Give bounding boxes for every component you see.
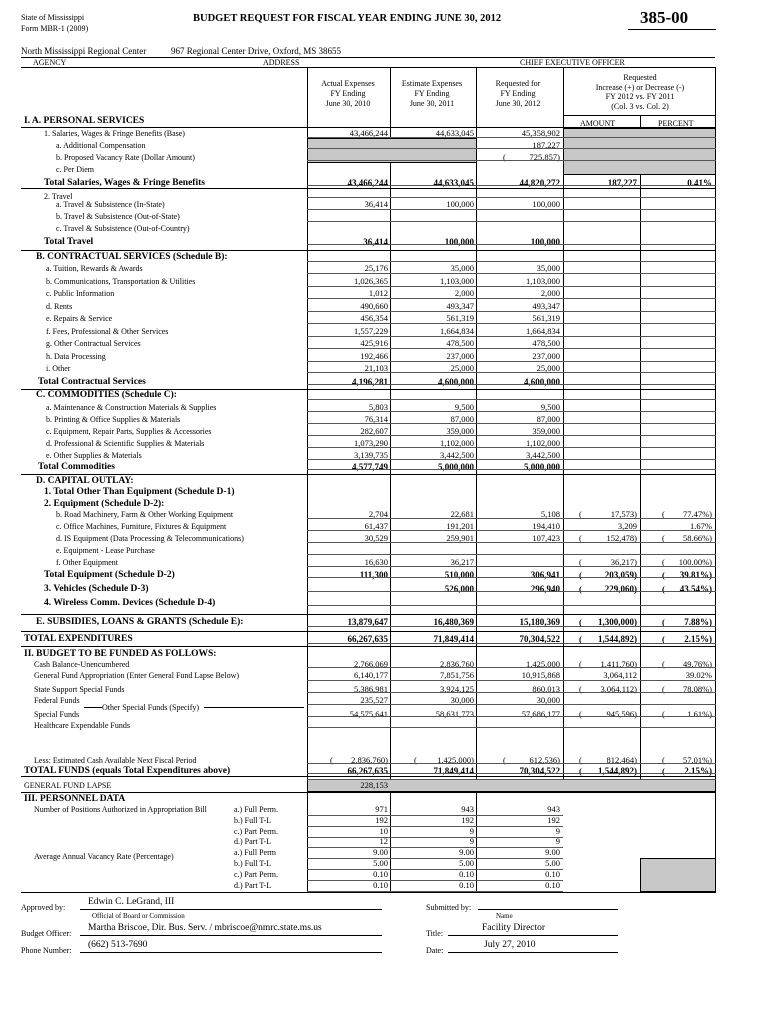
cell-c3: 87,000 <box>536 414 560 424</box>
cell-c3: 30,000 <box>536 695 560 705</box>
personnel-cell-c3: 0.10 <box>545 879 560 890</box>
cell-c1: 2,766,069 <box>354 659 388 669</box>
cell-c1: 36,414 <box>363 237 388 247</box>
row-label: d. IS Equipment (Data Processing & Telecommunications) <box>56 534 244 543</box>
row-label: c. Equipment, Repair Parts, Supplies & Accessories <box>46 427 212 436</box>
cell-amt: 812,464) <box>606 755 637 765</box>
cell-c3: 860,013 <box>532 684 560 694</box>
cell-c2: 259,901 <box>446 533 474 543</box>
cell-c3: 70,304,522 <box>519 766 560 776</box>
cell-c3: 100,000 <box>530 237 560 247</box>
paren-pct: ( <box>662 570 665 580</box>
personnel-cell-c2: 9 <box>469 825 474 836</box>
paren-pct: ( <box>662 659 665 669</box>
row-label: 2. Equipment (Schedule D-2): <box>44 499 165 509</box>
cell-c1: 2,704 <box>368 509 388 519</box>
cell-pct: 77.47%) <box>682 509 712 519</box>
col-estimate-header: Estimate Expenses FY Ending June 30, 2011 <box>401 79 463 108</box>
cell-c3: 107,423 <box>532 533 560 543</box>
cell-pct: 1.67% <box>690 521 712 531</box>
cell-c3: 2,000 <box>540 288 560 298</box>
cell-c1: 13,879,647 <box>347 617 388 627</box>
row-label: E. SUBSIDIES, LOANS & GRANTS (Schedule E): <box>36 617 244 627</box>
personnel-cell-c2: 943 <box>461 804 474 814</box>
row-label: GENERAL FUND LAPSE <box>24 781 112 790</box>
row-label: e. Repairs & Service <box>46 314 113 323</box>
cell-c2: 36,217 <box>450 557 474 567</box>
address-label: ADDRESS <box>263 58 300 67</box>
cell-c1: 66,267,635 <box>347 766 388 776</box>
personnel-sub: a.) Full Perm <box>234 848 276 858</box>
paren-pct: ( <box>662 533 665 543</box>
cell-c1: 3,139,735 <box>354 450 388 460</box>
cell-pct: 57.01%) <box>682 755 712 765</box>
cell-c2: 5,000,000 <box>438 462 474 472</box>
cell-pct: 58.66%) <box>682 533 712 543</box>
cell-c3: 1,102,000 <box>526 438 560 448</box>
personnel-sub: c.) Part Perm. <box>234 826 278 836</box>
personnel-cell-c3: 943 <box>547 804 560 814</box>
row-label: i. Other <box>46 364 71 373</box>
paren-amt: ( <box>579 684 582 694</box>
cell-c3: 35,000 <box>536 263 560 273</box>
shaded-cell-4 <box>640 858 716 892</box>
row-label: a. Tuition, Rewards & Awards <box>46 264 143 273</box>
row-label: 3. Vehicles (Schedule D-3) <box>44 584 149 594</box>
cell-amt: 36,217) <box>610 557 637 567</box>
state-label: State of Mississippi <box>21 13 85 22</box>
row-label: e. Other Supplies & Materials <box>46 451 142 460</box>
personnel-cell-c2: 9 <box>469 836 474 847</box>
personnel-cell-c3: 9 <box>555 825 560 836</box>
cell-c3: 187,227 <box>532 140 560 150</box>
cell-pct: 2.15%) <box>684 634 712 644</box>
cell-c3: 100,000 <box>532 199 560 209</box>
cell-c2: 22,681 <box>450 509 474 519</box>
cell-c2: 478,500 <box>446 338 474 348</box>
cell-c2: 3,924,125 <box>440 684 474 694</box>
row-label: a. Additional Compensation <box>56 141 146 150</box>
cell-amt: 3,064,112) <box>600 684 637 694</box>
cell-amt: 1,544,892) <box>598 766 637 776</box>
cell-c1: 43,466,244 <box>349 128 388 138</box>
cell-pct: 43.54%) <box>679 584 712 594</box>
col-actual-header: Actual Expenses FY Ending June 30, 2010 <box>321 79 375 108</box>
paren-pct: ( <box>662 634 665 644</box>
cell-c1: 1,073,290 <box>354 438 388 448</box>
cell-c3: 45,358,902 <box>521 128 560 138</box>
other-special-funds-label: Other Special Funds (Specify) <box>102 703 200 712</box>
cell-c1: 66,267,635 <box>347 634 388 644</box>
cell-c3: 57,686,177 <box>521 709 560 719</box>
personnel-cell-c3: 0.10 <box>545 868 560 879</box>
row-label: State Support Special Funds <box>34 685 125 694</box>
personnel-cell-c3: 9 <box>555 836 560 847</box>
cell-pct: 2.15%) <box>684 766 712 776</box>
paren-amt: ( <box>579 659 582 669</box>
cell-c3: 5,108 <box>540 509 560 519</box>
form-number: Form MBR-1 (2009) <box>21 24 89 33</box>
personnel-cell-c2: 5.00 <box>459 858 474 868</box>
row-label: c. Travel & Subsistence (Out-of-Country) <box>56 224 190 233</box>
row-label: b. Printing & Office Supplies & Materials <box>46 415 181 424</box>
cell-c2: 4,600,000 <box>438 377 474 387</box>
cell-pct: 7.88%) <box>684 617 712 627</box>
page-title: BUDGET REQUEST FOR FISCAL YEAR ENDING JUNE 30, 2012 <box>193 13 502 24</box>
cell-c1: 6,140,177 <box>354 670 388 680</box>
row-label: b. Road Machinery, Farm & Other Working Equipment <box>56 510 234 519</box>
cell-amt: 1,544,892) <box>598 634 637 644</box>
cell-c1: 4,196,281 <box>352 377 388 387</box>
row-label: General Fund Appropriation (Enter General Fund Lapse Below) <box>34 671 240 680</box>
cell-c1: 228,153 <box>360 780 388 790</box>
phone-number: (662) 513-7690 <box>88 940 148 950</box>
row-label: 1. Total Other Than Equipment (Schedule D-1) <box>44 487 235 497</box>
row-label: d. Rents <box>46 302 73 311</box>
cell-c1: 21,103 <box>364 363 388 373</box>
cell-c3: 1,103,000 <box>526 276 560 286</box>
cell-c3: 1,425,000 <box>526 659 560 669</box>
phone-label: Phone Number: <box>21 946 72 955</box>
cell-amt: 1,300,000) <box>598 617 637 627</box>
row-label: e. Equipment - Lease Purchase <box>56 546 155 555</box>
row-label: Healthcare Expendable Funds <box>34 721 130 730</box>
vacancy-label: Average Annual Vacancy Rate (Percentage) <box>34 852 174 861</box>
paren-amt: ( <box>579 617 582 627</box>
cell-c2: 237,000 <box>446 351 474 361</box>
cell-c2: 1,664,834 <box>440 326 474 336</box>
cell-c1: 192,466 <box>360 351 388 361</box>
cell-c2: 58,631,773 <box>435 709 474 719</box>
row-label: Cash Balance-Unencumbered <box>34 660 130 669</box>
cell-c3: 5,000,000 <box>524 462 560 472</box>
col-change-header: Requested Increase (+) or Decrease (-) FY 2012 vs. FY 2011 (Col. 3 vs. Col. 2) <box>595 73 685 111</box>
personnel-cell-c2: 9.00 <box>459 847 474 858</box>
cell-c1: 36,414 <box>364 199 388 209</box>
col-requested-header: Requested for FY Ending June 30, 2012 <box>495 79 541 108</box>
cell-c1: 5,803 <box>368 402 388 412</box>
approved-sub: Official of Board or Commission <box>92 912 185 920</box>
row-label: I. A. PERSONAL SERVICES <box>24 116 145 126</box>
row-label: 2. Travel <box>44 192 73 201</box>
cell-pct: 39.02% <box>685 670 712 680</box>
cell-c3: 561,319 <box>532 313 560 323</box>
title-value: Facility Director <box>482 923 546 933</box>
cell-c3: 194,410 <box>532 521 560 531</box>
cell-amt: 17,573) <box>610 509 637 519</box>
budget-officer: Martha Briscoe, Dir. Bus. Serv. / mbriscoe@nmrc.state.ms.us <box>88 923 322 933</box>
cell-c2: 1,102,000 <box>440 438 474 448</box>
cell-c1: 4,577,749 <box>352 462 388 472</box>
cell-c3: 9,500 <box>540 402 560 412</box>
personnel-cell-c1: 0.10 <box>373 879 388 890</box>
title-label: Title: <box>426 929 444 938</box>
cell-c1: 25,176 <box>364 263 388 273</box>
cell-c3: 725,857) <box>529 152 560 162</box>
personnel-cell-c3: 192 <box>547 814 560 825</box>
row-label: TOTAL FUNDS (equals Total Expenditures above) <box>24 766 231 776</box>
positions-label: Number of Positions Authorized in Appropriation Bill <box>34 805 207 814</box>
personnel-cell-c1: 0.10 <box>373 868 388 879</box>
cell-amt: 3,209 <box>617 521 637 531</box>
row-label: C. COMMODITIES (Schedule C): <box>36 390 177 400</box>
row-label: f. Other Equipment <box>56 558 118 567</box>
cell-c1: 30,529 <box>364 533 388 543</box>
row-label: b. Communications, Transportation & Utilities <box>46 277 196 286</box>
row-label: c. Public Information <box>46 289 115 298</box>
personnel-cell-c1: 5.00 <box>373 858 388 868</box>
budget-officer-label: Budget Officer: <box>21 929 72 938</box>
cell-c2: 191,201 <box>446 521 474 531</box>
paren-pct: ( <box>662 684 665 694</box>
paren-c3: ( <box>503 152 506 162</box>
row-label: c. Office Machines, Furniture, Fixtures & Equipment <box>56 522 227 531</box>
cell-c2: 7,851,756 <box>440 670 474 680</box>
paren-c1: ( <box>330 755 333 765</box>
personnel-cell-c1: 12 <box>379 836 388 847</box>
paren-pct: ( <box>662 709 665 719</box>
personnel-cell-c1: 971 <box>375 804 388 814</box>
row-label: a. Travel & Subsistence (In-State) <box>56 200 165 209</box>
cell-c2: 44,633,045 <box>435 128 474 138</box>
personnel-cell-c1: 192 <box>375 814 388 825</box>
cell-c1: 456,354 <box>360 313 388 323</box>
agency-label: AGENCY <box>33 58 67 67</box>
row-label: a. Maintenance & Construction Materials & Supplies <box>46 403 217 412</box>
row-label: D. CAPITAL OUTLAY: <box>36 476 134 486</box>
paren-amt: ( <box>579 634 582 644</box>
row-label: B. CONTRACTUAL SERVICES (Schedule B): <box>36 252 228 262</box>
cell-c1: 54,575,641 <box>349 709 388 719</box>
cell-c3: 306,941 <box>530 570 560 580</box>
cell-amt: 945,596) <box>606 709 637 719</box>
agency-name: North Mississippi Regional Center <box>21 46 147 56</box>
submitted-label: Submitted by: <box>426 903 472 912</box>
cell-c1: 16,630 <box>364 557 388 567</box>
paren-amt: ( <box>579 570 582 580</box>
cell-c2: 1,103,000 <box>440 276 474 286</box>
budget-code: 385-00 <box>640 8 689 27</box>
cell-c2: 100,000 <box>446 199 474 209</box>
paren-pct: ( <box>662 766 665 776</box>
cell-amt: 203,059) <box>604 570 637 580</box>
row-label: b. Travel & Subsistence (Out-of-State) <box>56 212 180 221</box>
row-label: f. Fees, Professional & Other Services <box>46 327 169 336</box>
row-label: 1. Salaries, Wages & Fringe Benefits (Base) <box>44 129 185 138</box>
cell-c3: 25,000 <box>536 363 560 373</box>
cell-c2: 71,849,414 <box>433 634 474 644</box>
paren-amt: ( <box>579 709 582 719</box>
cell-c2: 87,000 <box>450 414 474 424</box>
row-label: TOTAL EXPENDITURES <box>24 634 133 644</box>
personnel-cell-c2: 192 <box>461 814 474 825</box>
cell-c1: 76,314 <box>364 414 388 424</box>
cell-c2: 9,500 <box>454 402 474 412</box>
row-label: d. Professional & Scientific Supplies & Materials <box>46 439 205 448</box>
cell-amt: 1,411,760) <box>600 659 637 669</box>
cell-c2: 30,000 <box>450 695 474 705</box>
cell-pct: 49.76%) <box>682 659 712 669</box>
cell-amt: 187,227 <box>607 178 637 188</box>
row-label: Federal Funds <box>34 696 80 705</box>
cell-c3: 3,442,500 <box>526 450 560 460</box>
personnel-cell-c3: 5.00 <box>545 858 560 868</box>
percent-header: PERCENT <box>658 119 694 128</box>
cell-amt: 3,064,112 <box>603 670 637 680</box>
cell-c3: 15,180,369 <box>519 617 560 627</box>
cell-c3: 237,000 <box>532 351 560 361</box>
personnel-cell-c2: 0.10 <box>459 868 474 879</box>
row-label: Total Travel <box>44 237 94 247</box>
row-label: Total Commodities <box>38 462 115 472</box>
personnel-cell-c2: 0.10 <box>459 879 474 890</box>
cell-pct: 0.41% <box>687 178 712 188</box>
cell-c2: 25,000 <box>450 363 474 373</box>
row-label: Total Contractual Services <box>38 377 146 387</box>
cell-amt: 229,060) <box>604 584 637 594</box>
approved-label: Approved by: <box>21 903 66 912</box>
cell-c3: 612,536) <box>529 755 560 765</box>
cell-c2: 561,319 <box>446 313 474 323</box>
cell-c2: 44,633,045 <box>433 178 474 188</box>
cell-c3: 1,664,834 <box>526 326 560 336</box>
cell-c3: 478,500 <box>532 338 560 348</box>
personnel-sub: b.) Full T-L <box>234 815 272 825</box>
paren-pct: ( <box>662 557 665 567</box>
row-label: 4. Wireless Comm. Devices (Schedule D-4) <box>44 598 216 608</box>
cell-c2: 2,836,760 <box>440 659 474 669</box>
row-label: Total Salaries, Wages & Fringe Benefits <box>44 178 205 188</box>
amount-header: AMOUNT <box>580 119 616 128</box>
cell-c2: 2,000 <box>454 288 474 298</box>
cell-c1: 43,466,244 <box>347 178 388 188</box>
personnel-cell-c1: 9.00 <box>373 847 388 858</box>
row-label: Total Equipment (Schedule D-2) <box>44 570 175 580</box>
date-value: July 27, 2010 <box>484 940 536 950</box>
cell-pct: 1.61%) <box>687 709 712 719</box>
cell-c2: 526,000 <box>444 584 474 594</box>
cell-c1: 1,012 <box>368 288 388 298</box>
cell-c2: 100,000 <box>444 237 474 247</box>
personnel-cell-c3: 9.00 <box>545 847 560 858</box>
row-label: g. Other Contractual Services <box>46 339 141 348</box>
cell-amt: 152,478) <box>606 533 637 543</box>
personnel-sub: d.) Part T-L <box>234 880 272 890</box>
cell-c2: 3,442,500 <box>440 450 474 460</box>
personnel-cell-c1: 10 <box>379 825 388 836</box>
cell-c3: 10,915,868 <box>521 670 560 680</box>
date-label: Date: <box>426 946 444 955</box>
cell-c3: 296,940 <box>530 584 560 594</box>
cell-c1: 111,300 <box>359 570 388 580</box>
row-label: b. Proposed Vacancy Rate (Dollar Amount) <box>56 153 195 162</box>
cell-c1: 425,916 <box>360 338 388 348</box>
cell-c1: 61,437 <box>364 521 388 531</box>
row-label: Special Funds <box>34 710 80 719</box>
cell-c1: 5,386,981 <box>354 684 388 694</box>
paren-pct: ( <box>662 509 665 519</box>
shaded-cell-2 <box>563 128 716 175</box>
cell-c3: 70,304,522 <box>519 634 560 644</box>
cell-c2: 510,000 <box>444 570 474 580</box>
ceo-label: CHIEF EXECUTIVE OFFICER <box>520 58 625 67</box>
cell-pct: 39.81%) <box>679 570 712 580</box>
cell-c2: 71,849,414 <box>433 766 474 776</box>
cell-c2: 359,000 <box>446 426 474 436</box>
cell-c2: 16,480,369 <box>433 617 474 627</box>
cell-c1: 490,660 <box>360 301 388 311</box>
paren-amt: ( <box>579 509 582 519</box>
cell-c1: 235,527 <box>360 695 388 705</box>
cell-pct: 100.00%) <box>678 557 712 567</box>
row-label: III. PERSONNEL DATA <box>24 794 126 804</box>
cell-c2: 493,347 <box>446 301 474 311</box>
personnel-sub: a.) Full Perm. <box>234 805 278 814</box>
cell-c3: 493,347 <box>532 301 560 311</box>
cell-c2: 1,425,000) <box>437 755 474 765</box>
agency-address: 967 Regional Center Drive, Oxford, MS 38655 <box>171 46 341 56</box>
personnel-sub: b.) Full T-L <box>234 859 272 868</box>
paren-c3: ( <box>503 755 506 765</box>
paren-amt: ( <box>579 755 582 765</box>
approved-name: Edwin C. LeGrand, III <box>88 897 175 907</box>
personnel-sub: c.) Part Perm. <box>234 869 278 879</box>
paren-pct: ( <box>662 584 665 594</box>
paren-amt: ( <box>579 584 582 594</box>
cell-c1: 282,607 <box>360 426 388 436</box>
name-label: Name <box>496 912 513 920</box>
paren-amt: ( <box>579 766 582 776</box>
cell-c2: 35,000 <box>450 263 474 273</box>
paren-amt: ( <box>579 557 582 567</box>
row-label: Less: Estimated Cash Available Next Fiscal Period <box>34 756 197 765</box>
cell-pct: 78.08%) <box>682 684 712 694</box>
paren-c2: ( <box>414 755 417 765</box>
row-label: II. BUDGET TO BE FUNDED AS FOLLOWS: <box>24 649 217 659</box>
paren-pct: ( <box>662 617 665 627</box>
cell-c1: 2,836,760) <box>351 755 388 765</box>
personnel-sub: d.) Part T-L <box>234 837 272 847</box>
cell-c3: 359,000 <box>532 426 560 436</box>
cell-c3: 4,600,000 <box>524 377 560 387</box>
cell-c1: 1,026,365 <box>354 276 388 286</box>
paren-pct: ( <box>662 755 665 765</box>
cell-c1: 1,557,229 <box>354 326 388 336</box>
cell-c3: 44,820,272 <box>519 178 560 188</box>
row-label: h. Data Processing <box>46 352 106 361</box>
row-label: c. Per Diem <box>56 165 94 174</box>
paren-amt: ( <box>579 533 582 543</box>
